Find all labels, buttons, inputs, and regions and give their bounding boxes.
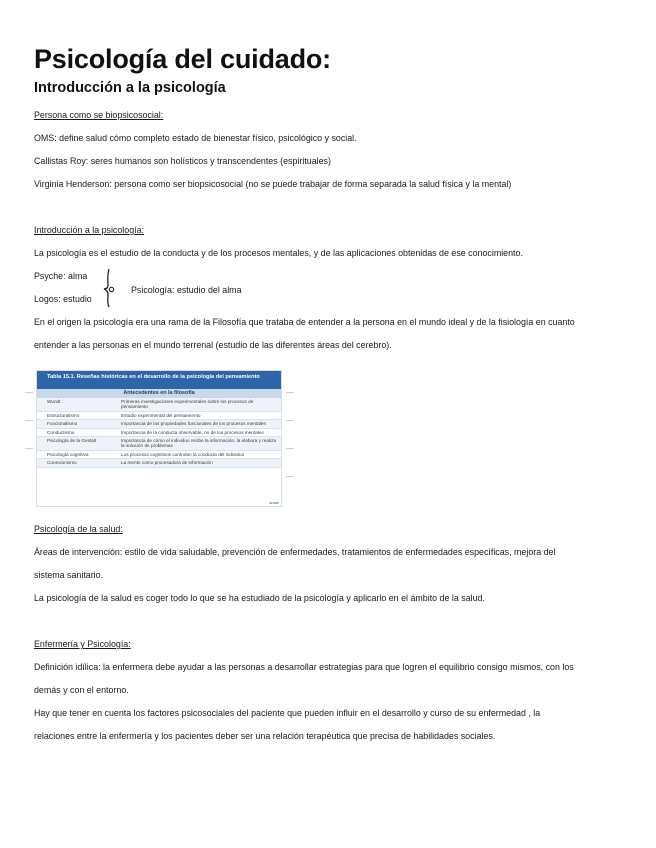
table-cell-desc: La mente como procesadora de información bbox=[121, 460, 213, 466]
table-row bbox=[37, 429, 281, 437]
margin-mark bbox=[286, 448, 294, 449]
paragraph-areas-1: Áreas de intervención: estilo de vida saludable, prevención de enfermedades, tratamientos de enfermedades específicas, mejora del bbox=[34, 547, 556, 557]
table-title: Tabla 15.1. Reseñas históricas en el desarrollo de la psicología del pensamiento bbox=[37, 371, 281, 389]
page-title: Psicología del cuidado: bbox=[34, 44, 331, 74]
paragraph-henderson: Virginia Henderson: persona como ser biopsicosocial (no se puede trabajar de forma separada la salud física y la mental) bbox=[34, 179, 512, 189]
table-body bbox=[37, 398, 281, 468]
paragraph-oms: OMS: define salud cómo completo estado de bienestar físico, psicológico y social. bbox=[34, 133, 357, 143]
table-row bbox=[37, 451, 281, 459]
table-cell-desc: Estudio experimental del pensamiento bbox=[121, 412, 201, 418]
table-cell-name: Estructuralismo bbox=[47, 412, 80, 418]
paragraph-origin-1: En el origen la psicología era una rama de la Filosofía que trataba de entender a la persona en el mundo ideal y de la fisiología en cuanto bbox=[34, 317, 575, 327]
margin-mark bbox=[25, 392, 33, 393]
margin-mark bbox=[25, 448, 33, 449]
table-cell-name: Psicología de la Gestalt bbox=[47, 438, 97, 444]
page-subtitle: Introducción a la psicología bbox=[34, 80, 226, 96]
margin-mark bbox=[286, 392, 294, 393]
paragraph-summary: La psicología de la salud es coger todo lo que se ha estudiado de la psicología y aplicarlo en el ámbito de la salud. bbox=[34, 593, 485, 603]
table-row bbox=[37, 420, 281, 428]
table-cell-name: Psicología cognitiva bbox=[47, 451, 89, 457]
table-cell-name: Funcionalismo bbox=[47, 421, 78, 427]
paragraph-origin-2: entender a las personas en el mundo terrenal (estudio de las diferentes áreas del cerebro). bbox=[34, 340, 392, 350]
paragraph-areas-2: sistema sanitario. bbox=[34, 570, 104, 580]
table-corner-mark: amaz bbox=[269, 500, 279, 505]
margin-mark bbox=[25, 420, 33, 421]
margin-mark bbox=[286, 476, 294, 477]
curly-brace-icon bbox=[103, 268, 121, 308]
brace-note: Psicología: estudio del alma bbox=[131, 285, 242, 295]
paragraph-definition-1: Definición idílica: la enfermera debe ayudar a las personas a desarrollar estrategias para que logren el equilibrio consigo mismos, con los bbox=[34, 662, 574, 672]
table-cell-desc: Importancia de cómo el individuo recibe la información, la elabora y realiza la solución de problemas bbox=[121, 438, 277, 449]
table-cell-desc: Importancia de la conducta observable, no de los procesos mentales bbox=[121, 429, 264, 435]
table-subheader: Antecedentes en la filosofía bbox=[37, 389, 281, 398]
table-cell-name: Conexionismo bbox=[47, 460, 77, 466]
paragraph-factors-2: relaciones entre la enfermería y los pacientes deber ser una relación terapéutica que precisa de habilidades sociales. bbox=[34, 731, 496, 741]
table-cell-desc: Importancia de las propiedades funcionales de los procesos mentales bbox=[121, 421, 266, 427]
table-row bbox=[37, 437, 281, 451]
section-heading-biopsicosocial: Persona como se biopsicosocial: bbox=[34, 110, 164, 120]
paragraph-factors-1: Hay que tener en cuenta los factores psicosociales del paciente que pueden influir en el desarrollo y curso de su enfermedad , la bbox=[34, 708, 541, 718]
table-cell-name: Conductismo bbox=[47, 429, 75, 435]
table-row bbox=[37, 459, 281, 467]
term-psyche: Psyche: alma bbox=[34, 271, 88, 281]
term-logos: Logos: estudio bbox=[34, 294, 92, 304]
table-row bbox=[37, 398, 281, 412]
table-cell-desc: Los procesos cognitivos controlan la conducta del individuo bbox=[121, 451, 245, 457]
section-heading-psicologia-salud: Psicología de la salud: bbox=[34, 524, 123, 534]
paragraph-definition: La psicología es el estudio de la conducta y de los procesos mentales, y de las aplicaciones obtenidas de ese conocimiento. bbox=[34, 248, 523, 258]
section-heading-enfermeria: Enfermería y Psicología: bbox=[34, 639, 131, 649]
table-cell-desc: Primeras investigaciones experimentales sobre los procesos de pensamiento bbox=[121, 399, 254, 410]
table-cell-name: Wundt bbox=[47, 399, 61, 404]
margin-mark bbox=[286, 420, 294, 421]
paragraph-roy: Callistas Roy: seres humanos son holísticos y transcendentes (espirituales) bbox=[34, 156, 331, 166]
section-heading-introduccion: Introducción a la psicología: bbox=[34, 225, 145, 235]
paragraph-definition-2: demás y con el entorno. bbox=[34, 685, 129, 695]
history-table-image bbox=[36, 370, 282, 507]
table-row bbox=[37, 412, 281, 420]
